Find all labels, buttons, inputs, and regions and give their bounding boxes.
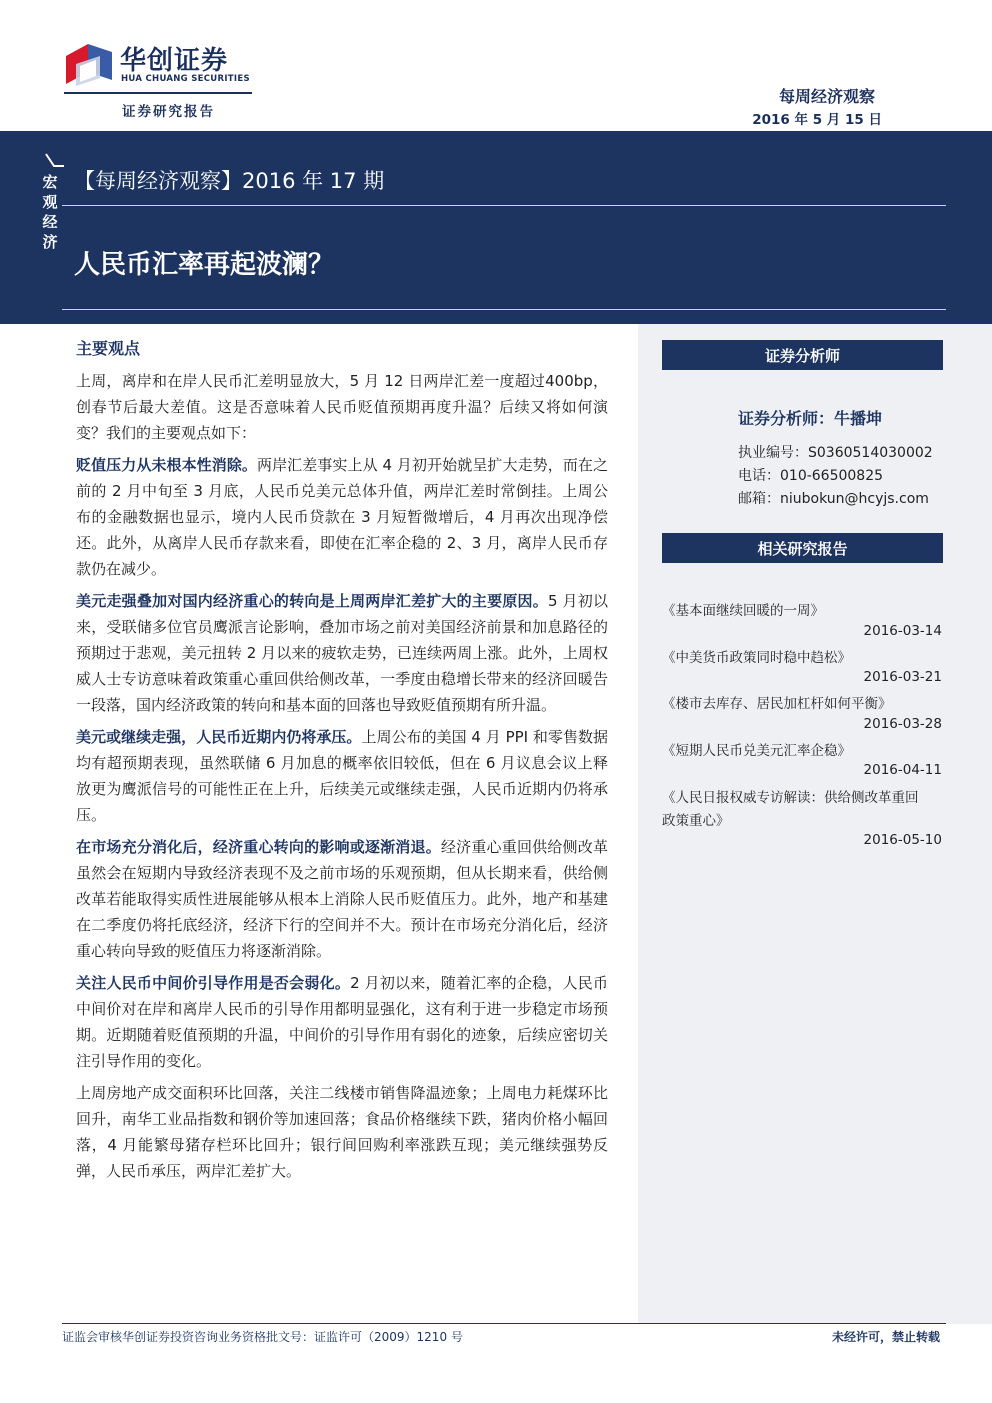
page-title: 人民币汇率再起波澜？: [74, 250, 335, 280]
category-char: 济: [42, 233, 58, 251]
paragraph: [76, 368, 608, 446]
banner-divider: [62, 205, 946, 206]
category-marker-icon: [44, 152, 66, 168]
paragraph: [76, 834, 608, 964]
company-logo: [64, 38, 254, 98]
company-name-cn: 华创证券: [120, 46, 229, 76]
related-report-date: 2016-03-14: [863, 623, 942, 639]
paragraph-lead: 贬值压力从未根本性消除。: [76, 456, 257, 474]
report-date: 2016 年 5 月 15 日: [752, 112, 882, 128]
company-name-en: HUA CHUANG SECURITIES: [121, 74, 250, 84]
analyst-license: 执业编号：S0360514030002: [738, 445, 933, 461]
paragraph: [76, 588, 608, 718]
analyst-phone: 电话：010-66500825: [738, 468, 884, 484]
footer-notice: 未经许可，禁止转载: [831, 1330, 940, 1344]
related-report-title-cont[interactable]: 政策重心》: [662, 813, 730, 829]
paragraph: [76, 452, 608, 582]
category-char: 宏: [42, 173, 58, 191]
paragraph-lead: 在市场充分消化后，经济重心转向的影响或逐渐消退。: [76, 838, 441, 856]
huachuang-logo-icon: [66, 42, 114, 88]
category-char: 经: [42, 213, 58, 231]
paragraph: [76, 970, 608, 1074]
paragraph-lead: 关注人民币中间价引导作用是否会弱化。: [76, 974, 351, 992]
related-report-title[interactable]: 《中美货币政策同时稳中趋松》: [662, 650, 851, 666]
category-label: [40, 172, 60, 252]
paragraph: [76, 724, 608, 828]
series-title: 每周经济观察: [778, 87, 875, 106]
footer-divider: [62, 1323, 946, 1324]
issue-title: 【每周经济观察】2016 年 17 期: [74, 169, 385, 193]
paragraph-lead: 美元或继续走强，人民币近期内仍将承压。: [76, 728, 362, 746]
title-banner: [0, 131, 992, 324]
paragraph-text: 两岸汇差事实上从 4 月初开始就呈扩大走势，而在之前的 2 月中旬至 3 月底，人民币兑美元总体升值，两岸汇差时常倒挂。上周公布的金融数据也显示，境内人民币贷款在 3 月短暂微增后，4 月再次出现净偿还。此外，从离岸人民币存款来看，即使在汇率企稳的 2、3 月，离岸人民币存款仍在减少。: [76, 456, 608, 578]
analyst-section-title: 证券分析师: [662, 340, 943, 370]
paragraph-text: 上周房地产成交面积环比回落，关注二线楼市销售降温迹象；上周电力耗煤环比回升，南华工业品指数和钢价等加速回落；食品价格继续下跌，猪肉价格小幅回落，4 月能繁母猪存栏环比回升；银行间回购利率涨跌互现；美元继续强势反弹，人民币承压，两岸汇差扩大。: [76, 1084, 608, 1180]
paragraph-text: 5 月初以来，受联储多位官员鹰派言论影响，叠加市场之前对美国经济前景和加息路径的预期过于悲观，美元扭转 2 月以来的疲软走势，已连续两周上涨。此外，上周权威人士专访意味着政策重心重回供给侧改革，一季度由稳增长带来的经济回暖告一段落，国内经济政策的转向和基本面的回落也导致贬值预期有所升温。: [76, 592, 608, 714]
footer-license: 证监会审核华创证券投资咨询业务资格批文号：证监许可（2009）1210 号: [62, 1330, 463, 1344]
analyst-email[interactable]: 邮箱：niubokun@hcyjs.com: [738, 491, 929, 507]
banner-divider: [62, 309, 946, 310]
related-report-date: 2016-03-21: [863, 669, 942, 685]
paragraph-text: 2 月初以来，随着汇率的企稳，人民币中间价对在岸和离岸人民币的引导作用都明显强化，这有利于进一步稳定市场预期。近期随着贬值预期的升温，中间价的引导作用有弱化的迹象，后续应密切关注引导作用的变化。: [76, 974, 608, 1070]
related-report-date: 2016-03-28: [863, 716, 942, 732]
paragraph-text: 上周公布的美国 4 月 PPI 和零售数据均有超预期表现，虽然联储 6 月加息的概率依旧较低，但在 6 月议息会议上释放更为鹰派信号的可能性正在上升，后续美元或继续走强，人民币近期内仍将承压。: [76, 728, 608, 824]
related-report-date: 2016-04-11: [863, 762, 942, 778]
paragraph-text: 经济重心重回供给侧改革虽然会在短期内导致经济表现不及之前市场的乐观预期，但从长期来看，供给侧改革若能取得实质性进展能够从根本上消除人民币贬值压力。此外，地产和基建在二季度仍将托底经济，经济下行的空间并不大。预计在市场充分消化后，经济重心转向导致的贬值压力将逐渐消除。: [76, 838, 608, 960]
related-report-title[interactable]: 《短期人民币兑美元汇率企稳》: [662, 743, 851, 759]
related-report-title[interactable]: 《人民日报权威专访解读：供给侧改革重回: [662, 790, 919, 806]
analyst-name: 证券分析师：牛播坤: [738, 409, 883, 428]
section-heading: 主要观点: [76, 339, 141, 358]
related-report-date: 2016-05-10: [863, 832, 942, 848]
paragraph: [76, 1080, 608, 1184]
related-report-title[interactable]: 《楼市去库存、居民加杠杆如何平衡》: [662, 696, 892, 712]
related-reports-title: 相关研究报告: [662, 533, 943, 563]
main-content: [76, 336, 608, 1190]
category-char: 观: [42, 193, 58, 211]
logo-divider: [64, 92, 252, 94]
paragraph-lead: 美元走强叠加对国内经济重心的转向是上周两岸汇差扩大的主要原因。: [76, 592, 548, 610]
paragraph-text: 上周，离岸和在岸人民币汇差明显放大，5 月 12 日两岸汇差一度超过400bp，创春节后最大差值。这是否意味着人民币贬值预期再度升温？后续又将如何演变？我们的主要观点如下：: [76, 372, 608, 442]
related-report-title[interactable]: 《基本面继续回暖的一周》: [662, 603, 824, 619]
report-type: 证券研究报告: [122, 104, 215, 120]
